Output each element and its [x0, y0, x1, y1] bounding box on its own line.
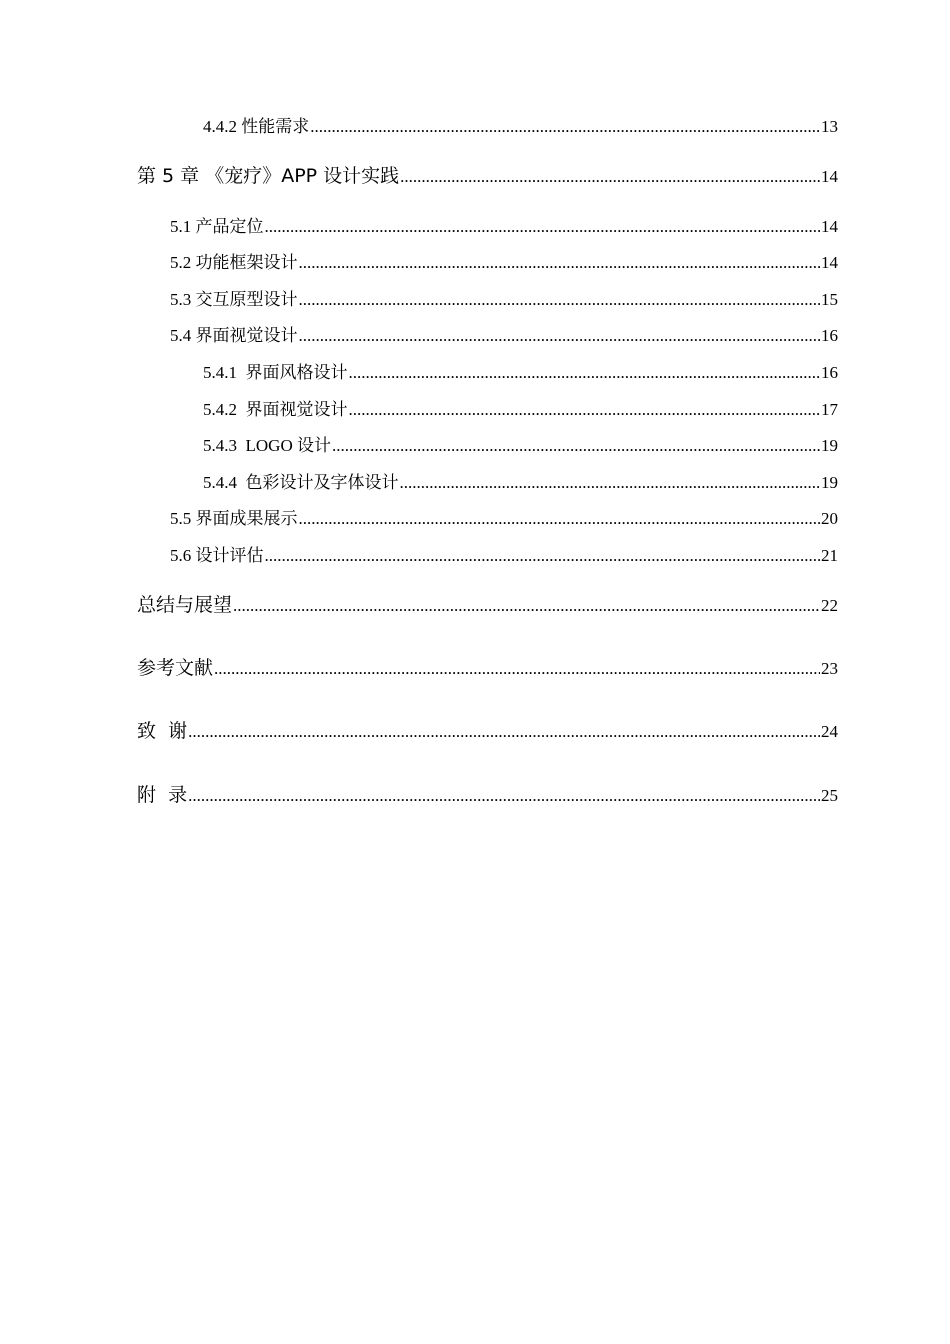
toc-entry-title: 5.4.2 界面视觉设计 — [203, 400, 348, 419]
toc-entry-title: 总结与展望 — [137, 594, 233, 616]
toc-dot-leader — [349, 397, 821, 423]
toc-page-number: 19 — [821, 473, 838, 492]
toc-page-number: 21 — [821, 546, 838, 565]
toc-dot-leader — [233, 593, 820, 618]
toc-page-number: 14 — [821, 217, 838, 236]
toc-entry-title: 5.3 交互原型设计 — [170, 290, 298, 309]
toc-page-number: 14 — [821, 167, 838, 186]
toc-entry-5-6[interactable] — [170, 543, 838, 569]
toc-page-number: 20 — [821, 509, 838, 528]
toc-entry-title: 参考文献 — [137, 657, 214, 679]
toc-entry-5-5[interactable] — [170, 506, 838, 532]
toc-entry-acknowledgements[interactable] — [137, 718, 838, 744]
toc-entry-5-4-1[interactable] — [203, 360, 838, 386]
toc-dot-leader — [299, 506, 821, 532]
toc-dot-leader — [265, 543, 821, 569]
toc-entry-5-4-2[interactable] — [203, 397, 838, 423]
toc-entry-5-1[interactable] — [170, 214, 838, 240]
toc-entry-title: 5.4 界面视觉设计 — [170, 326, 298, 345]
toc-entry-5-4[interactable] — [170, 323, 838, 349]
toc-entry-5-4-3[interactable] — [203, 433, 838, 459]
toc-entry-title: 附 录 — [137, 784, 188, 806]
toc-entry-chapter-5[interactable] — [137, 163, 838, 189]
toc-dot-leader — [188, 719, 820, 744]
toc-dot-leader — [332, 433, 820, 459]
toc-entry-title: 4.4.2 性能需求 — [203, 117, 310, 136]
toc-page-number: 16 — [821, 363, 838, 382]
toc-entry-references[interactable] — [137, 655, 838, 681]
toc-entry-title: 5.1 产品定位 — [170, 217, 264, 236]
toc-entry-title: 5.4.1 界面风格设计 — [203, 363, 348, 382]
toc-dot-leader — [299, 250, 821, 276]
toc-page-number: 15 — [821, 290, 838, 309]
toc-entry-4-4-2[interactable] — [203, 114, 838, 140]
toc-entry-title: 5.5 界面成果展示 — [170, 509, 298, 528]
toc-page-number: 19 — [821, 436, 838, 455]
toc-entry-title: 5.4.3 LOGO 设计 — [203, 436, 331, 455]
toc-page-number: 24 — [821, 722, 838, 741]
toc-page-number: 16 — [821, 326, 838, 345]
toc-entry-summary[interactable] — [137, 592, 838, 618]
toc-entry-5-2[interactable] — [170, 250, 838, 276]
toc-dot-leader — [188, 783, 820, 808]
toc-dot-leader — [310, 114, 820, 140]
toc-page-number: 22 — [821, 596, 838, 615]
toc-page-number: 14 — [821, 253, 838, 272]
toc-dot-leader — [400, 164, 820, 189]
toc-entry-title: 5.2 功能框架设计 — [170, 253, 298, 272]
toc-entry-title: 致 谢 — [137, 720, 188, 742]
toc-entry-title: 5.4.4 色彩设计及字体设计 — [203, 473, 399, 492]
toc-entry-5-3[interactable] — [170, 287, 838, 313]
toc-page-number: 17 — [821, 400, 838, 419]
toc-dot-leader — [299, 323, 821, 349]
toc-entry-title: 5.6 设计评估 — [170, 546, 264, 565]
toc-page-number: 23 — [821, 659, 838, 678]
toc-dot-leader — [214, 656, 820, 681]
toc-entry-title: 第 5 章 《宠疗》APP 设计实践 — [137, 165, 400, 187]
toc-dot-leader — [400, 470, 821, 496]
toc-dot-leader — [299, 287, 821, 313]
toc-page-number: 13 — [821, 117, 838, 136]
toc-page-number: 25 — [821, 786, 838, 805]
toc-entry-5-4-4[interactable] — [203, 470, 838, 496]
toc-dot-leader — [265, 214, 821, 240]
toc-entry-appendix[interactable] — [137, 782, 838, 808]
toc-dot-leader — [349, 360, 821, 386]
